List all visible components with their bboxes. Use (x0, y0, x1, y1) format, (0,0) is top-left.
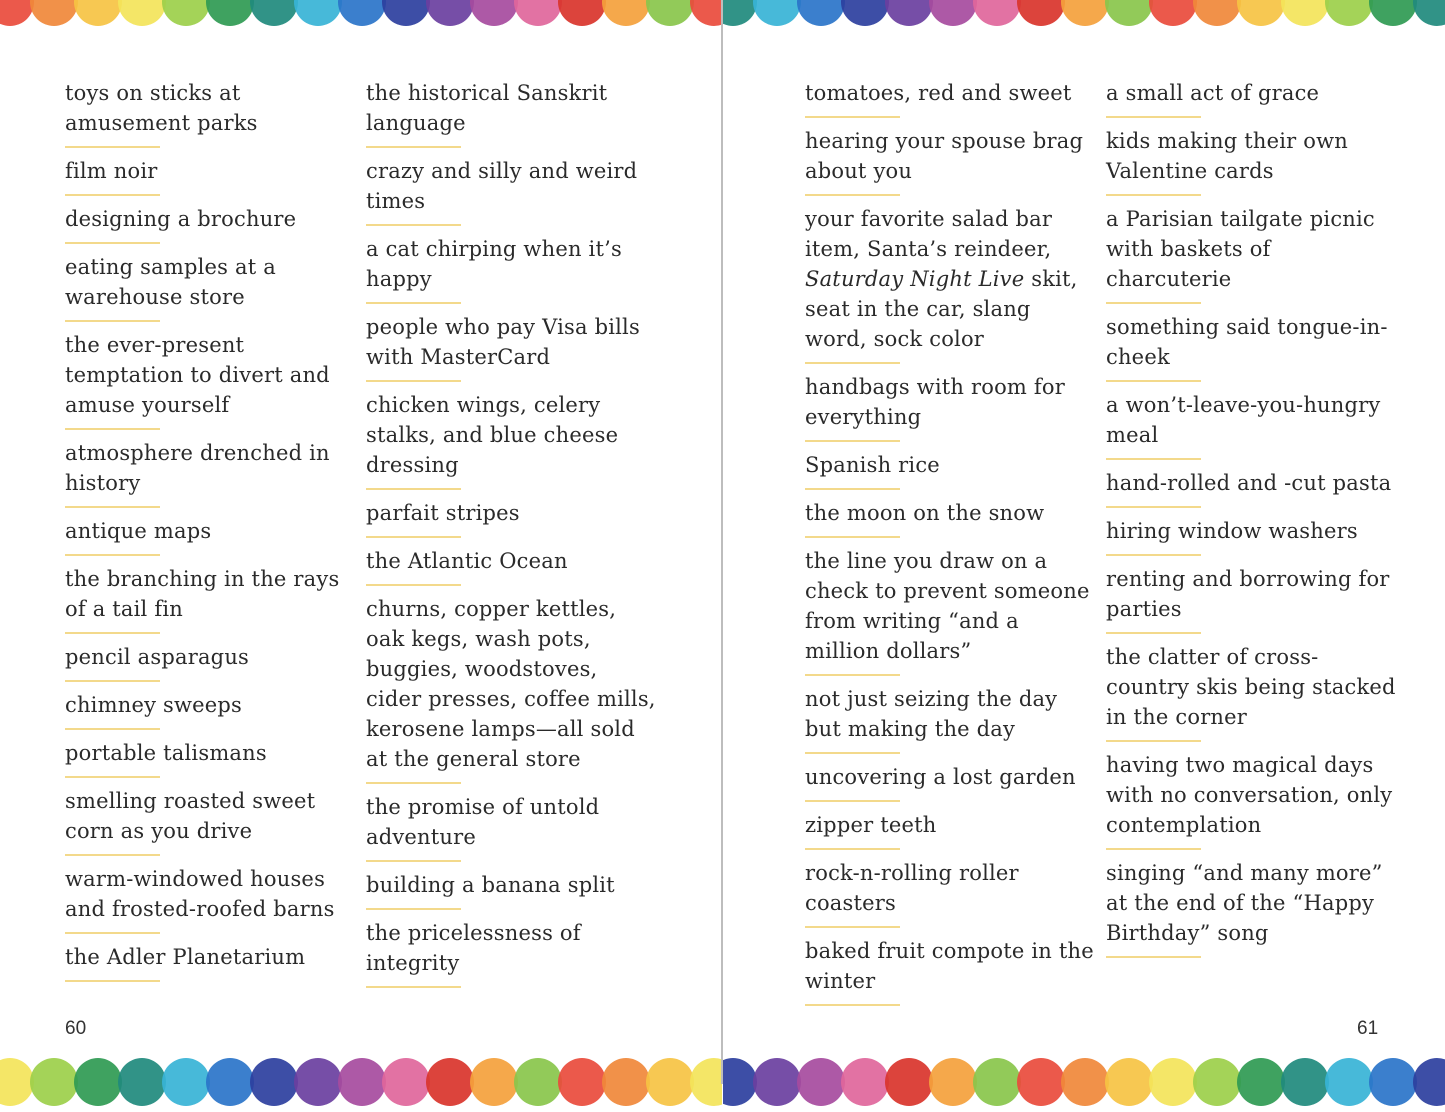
decorative-dot (1149, 0, 1197, 26)
decorative-dot (1061, 1058, 1109, 1106)
list-item: hearing your spouse brag about you (805, 126, 1095, 196)
decorative-dot (797, 0, 845, 26)
decorative-dot (162, 0, 210, 26)
decorative-dot (30, 1058, 78, 1106)
list-item: film noir (65, 156, 355, 196)
list-item: handbags with room for everything (805, 372, 1095, 442)
decorative-dot (382, 1058, 430, 1106)
list-item: kids making their own Valentine cards (1106, 126, 1396, 196)
decorative-dot (514, 1058, 562, 1106)
decorative-dot (250, 0, 298, 26)
decorative-dot (1237, 1058, 1285, 1106)
list-item: baked fruit compote in the winter (805, 936, 1095, 1006)
decorative-dot (929, 0, 977, 26)
decorative-dot (885, 0, 933, 26)
list-item: zipper teeth (805, 810, 1095, 850)
list-item: a cat chirping when it’s happy (366, 234, 656, 304)
list-item: the promise of untold adventure (366, 792, 656, 862)
list-item: atmosphere drenched in history (65, 438, 355, 508)
decorative-dot (646, 1058, 694, 1106)
list-item: uncovering a lost garden (805, 762, 1095, 802)
decorative-dot (841, 1058, 889, 1106)
decorative-dot (841, 0, 889, 26)
list-item: rock-n-rolling roller coasters (805, 858, 1095, 928)
decorative-dot (1325, 0, 1373, 26)
decorative-dot (1413, 1058, 1445, 1106)
decorative-dot (206, 0, 254, 26)
list-item: the clatter of cross-country skis being stacked in the corner (1106, 642, 1396, 742)
decorative-dot (1413, 0, 1445, 26)
decorative-dot (723, 1058, 757, 1106)
left-page-column-2 (366, 78, 656, 996)
top-dot-border-left (0, 0, 722, 32)
decorative-dot (426, 1058, 474, 1106)
decorative-dot (1105, 1058, 1153, 1106)
decorative-dot (690, 1058, 722, 1106)
list-item: eating samples at a warehouse store (65, 252, 355, 322)
decorative-dot (1325, 1058, 1373, 1106)
decorative-dot (973, 1058, 1021, 1106)
list-item: Spanish rice (805, 450, 1095, 490)
list-item: a small act of grace (1106, 78, 1396, 118)
list-item: hand-rolled and -cut pasta (1106, 468, 1396, 508)
decorative-dot (1369, 1058, 1417, 1106)
list-item: having two magical days with no conversation, only contemplation (1106, 750, 1396, 850)
list-item: the moon on the snow (805, 498, 1095, 538)
list-item: people who pay Visa bills with MasterCard (366, 312, 656, 382)
right-page (723, 0, 1445, 1084)
list-item: tomatoes, red and sweet (805, 78, 1095, 118)
decorative-dot (0, 0, 34, 26)
decorative-dot (338, 1058, 386, 1106)
decorative-dot (294, 1058, 342, 1106)
right-page-column-2 (1106, 78, 1396, 966)
list-item: building a banana split (366, 870, 656, 910)
decorative-dot (1281, 1058, 1329, 1106)
list-item: toys on sticks at amusement parks (65, 78, 355, 148)
list-item: the pricelessness of integrity (366, 918, 656, 988)
list-item: portable talismans (65, 738, 355, 778)
decorative-dot (426, 0, 474, 26)
decorative-dot (929, 1058, 977, 1106)
bottom-dot-border-right (723, 1052, 1445, 1112)
decorative-dot (690, 0, 722, 26)
list-item: crazy and silly and weird times (366, 156, 656, 226)
list-item: warm-windowed houses and frosted-roofed barns (65, 864, 355, 934)
decorative-dot (1017, 1058, 1065, 1106)
decorative-dot (723, 0, 757, 26)
list-item: the Adler Planetarium (65, 942, 355, 982)
decorative-dot (0, 1058, 34, 1106)
decorative-dot (753, 0, 801, 26)
list-item: your favorite salad bar item, Santa’s reindeer, Saturday Night Live skit, seat in the car, slang word, sock color (805, 204, 1095, 364)
list-item: the line you draw on a check to prevent someone from writing “and a million dollars” (805, 546, 1095, 676)
decorative-dot (1193, 1058, 1241, 1106)
decorative-dot (558, 1058, 606, 1106)
decorative-dot (646, 0, 694, 26)
list-item: parfait stripes (366, 498, 656, 538)
decorative-dot (470, 0, 518, 26)
list-item: pencil asparagus (65, 642, 355, 682)
decorative-dot (1237, 0, 1285, 26)
decorative-dot (753, 1058, 801, 1106)
decorative-dot (602, 1058, 650, 1106)
decorative-dot (1369, 0, 1417, 26)
decorative-dot (1017, 0, 1065, 26)
bottom-dot-border-left (0, 1052, 722, 1112)
page-number-right: 61 (1357, 1018, 1379, 1039)
top-dot-border-right (723, 0, 1445, 32)
decorative-dot (1281, 0, 1329, 26)
list-item: churns, copper kettles, oak kegs, wash pots, buggies, woodstoves, cider presses, coffee mills, kerosene lamps—all sold at the general store (366, 594, 656, 784)
list-item: singing “and many more” at the end of the “Happy Birthday” song (1106, 858, 1396, 958)
decorative-dot (74, 1058, 122, 1106)
decorative-dot (1105, 0, 1153, 26)
decorative-dot (294, 0, 342, 26)
decorative-dot (558, 0, 606, 26)
list-item: hiring window washers (1106, 516, 1396, 556)
left-page (0, 0, 722, 1084)
decorative-dot (162, 1058, 210, 1106)
decorative-dot (250, 1058, 298, 1106)
right-page-column-1 (805, 78, 1095, 1014)
list-item: chimney sweeps (65, 690, 355, 730)
decorative-dot (514, 0, 562, 26)
list-item: not just seizing the day but making the day (805, 684, 1095, 754)
list-item: a Parisian tailgate picnic with baskets of charcuterie (1106, 204, 1396, 304)
list-item: the ever-present temptation to divert and amuse yourself (65, 330, 355, 430)
decorative-dot (30, 0, 78, 26)
page-number-left: 60 (65, 1018, 87, 1039)
decorative-dot (382, 0, 430, 26)
decorative-dot (74, 0, 122, 26)
decorative-dot (973, 0, 1021, 26)
decorative-dot (1149, 1058, 1197, 1106)
list-item: a won’t-leave-you-hungry meal (1106, 390, 1396, 460)
decorative-dot (338, 0, 386, 26)
list-item: designing a brochure (65, 204, 355, 244)
decorative-dot (470, 1058, 518, 1106)
list-item: something said tongue-in-cheek (1106, 312, 1396, 382)
decorative-dot (797, 1058, 845, 1106)
decorative-dot (1061, 0, 1109, 26)
decorative-dot (206, 1058, 254, 1106)
list-item: smelling roasted sweet corn as you drive (65, 786, 355, 856)
left-page-column-1 (65, 78, 355, 990)
list-item: chicken wings, celery stalks, and blue cheese dressing (366, 390, 656, 490)
decorative-dot (885, 1058, 933, 1106)
decorative-dot (118, 1058, 166, 1106)
decorative-dot (118, 0, 166, 26)
list-item: the branching in the rays of a tail fin (65, 564, 355, 634)
list-item: antique maps (65, 516, 355, 556)
list-item: the historical Sanskrit language (366, 78, 656, 148)
decorative-dot (1193, 0, 1241, 26)
list-item: the Atlantic Ocean (366, 546, 656, 586)
decorative-dot (602, 0, 650, 26)
list-item: renting and borrowing for parties (1106, 564, 1396, 634)
